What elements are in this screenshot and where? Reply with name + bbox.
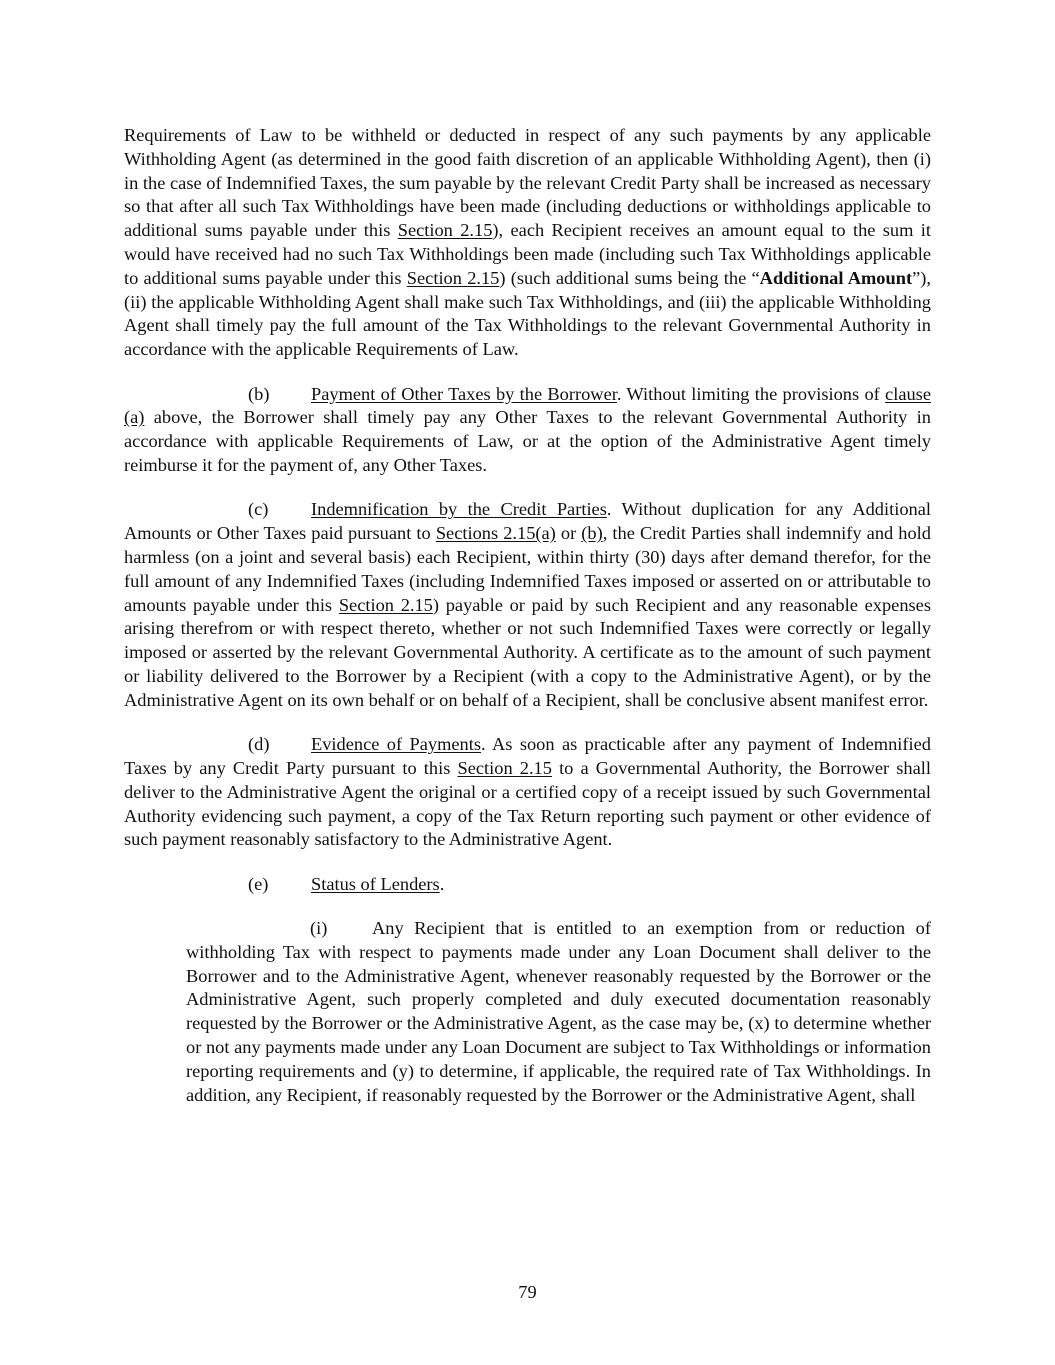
text-run: or [555,523,582,544]
document-body [124,124,931,1107]
text-run: ), each Recipient receives an amount equal to the sum it would have received had no such Tax Withholdings been made (including such Tax Withholdings applicable to additional sums payable under this [124,220,931,288]
defined-term: Additional Amount [759,267,913,288]
section-reference: Section 2.15 [397,220,493,241]
section-reference: Sections 2.15(a) [435,523,556,544]
text-run: above, the Borrower shall timely pay any Other Taxes to the relevant Governmental Authority in accordance with applicable Requirements of Law, or at the option of the Administrative Agent timely reimburse it for the payment of, any Other Taxes. [124,407,931,475]
text-run: Any Recipient that is entitled to an exemption from or reduction of withholding Tax with respect to payments made under any Loan Document shall deliver to the Borrower and to the Administrative Agent, whenever reasonably requested by the Borrower or the Administrative Agent, such properly completed and duly executed documentation reasonably requested by the Borrower or the Administrative Agent, as the case may be, (x) to determine whether or not any payments made under any Loan Document are subject to Tax Withholdings or information reporting requirements and (y) to determine, if applicable, the required rate of Tax Withholdings. In addition, any Recipient, if reasonably requested by the Borrower or the Administrative Agent, shall [186,918,931,1105]
paragraph-e [124,873,931,897]
text-run: to a Governmental Authority, the Borrower shall deliver to the Administrative Agent the original or a certified copy of a receipt issued by such Governmental Authority evidencing such payment, a copy of the Tax Return reporting such payment or other evidence of such payment reasonably satisfactory to the Administrative Agent. [124,757,931,850]
section-reference: Section 2.15 [406,267,500,288]
section-reference: Section 2.15 [338,594,433,615]
text-run: Requirements of Law to be withheld or deducted in respect of any such payments by any applicable Withholding Agent (as determined in the good faith discretion of an applicable Withholding Agent), then (i) in the case of Indemnified Taxes, the sum payable by the relevant Credit Party shall be increased as necessary so that after all such Tax Withholdings have been made (including deductions or withholdings applicable to additional sums payable under this [124,125,931,241]
clause-number: (c) [248,499,269,520]
page-number: 79 [518,1282,537,1302]
paragraph-b [124,383,931,478]
clause-heading: Status of Lenders [311,873,440,894]
clause-heading: Indemnification by the Credit Parties [311,499,607,520]
clause-heading: Evidence of Payments [311,734,482,755]
paragraph-e-i [186,917,931,1107]
paragraph-d [124,733,931,852]
clause-number: (i) [310,918,328,939]
text-run: ”), (ii) the applicable Withholding Agent shall make such Tax Withholdings, and (iii) the applicable Withholding Agent shall timely pay the full amount of the Tax Withholdings to the relevant Governmental Authority in accordance with the applicable Requirements of Law. [124,267,931,360]
section-reference: Section 2.15 [457,757,552,778]
text-run: . Without duplication for any Additional Amounts or Other Taxes paid pursuant to [124,499,931,544]
text-run: ) payable or paid by such Recipient and any reasonable expenses arising therefrom or with respect thereto, whether or not such Indemnified Taxes were correctly or legally imposed or asserted by the relevant Governmental Authority. A certificate as to the amount of such payment or liability delivered to the Borrower by a Recipient (with a copy to the Administrative Agent), or by the Administrative Agent on its own behalf or on behalf of a Recipient, shall be conclusive absent manifest error. [124,594,931,710]
paragraph-c [124,498,931,712]
clause-number: (e) [248,873,269,894]
section-reference: (b) [581,523,603,544]
text-run: . Without limiting the provisions of [616,383,886,404]
clause-number: (d) [248,734,270,755]
text-run: ) (such additional sums being the “ [499,267,760,288]
clause-reference: clause (a) [124,383,931,428]
text-run: . As soon as practicable after any payment of Indemnified Taxes by any Credit Party pursuant to this [124,734,931,778]
clause-heading: Payment of Other Taxes by the Borrower [311,383,617,404]
text-run: . [439,873,445,894]
clause-number: (b) [248,383,270,404]
paragraph-a-continuation [124,124,931,362]
text-run: , the Credit Parties shall indemnify and hold harmless (on a joint and several basis) each Recipient, within thirty (30) days after demand therefor, for the full amount of any Indemnified Taxes (including Indemnified Taxes imposed or asserted on or attributable to amounts payable under this [124,523,931,615]
